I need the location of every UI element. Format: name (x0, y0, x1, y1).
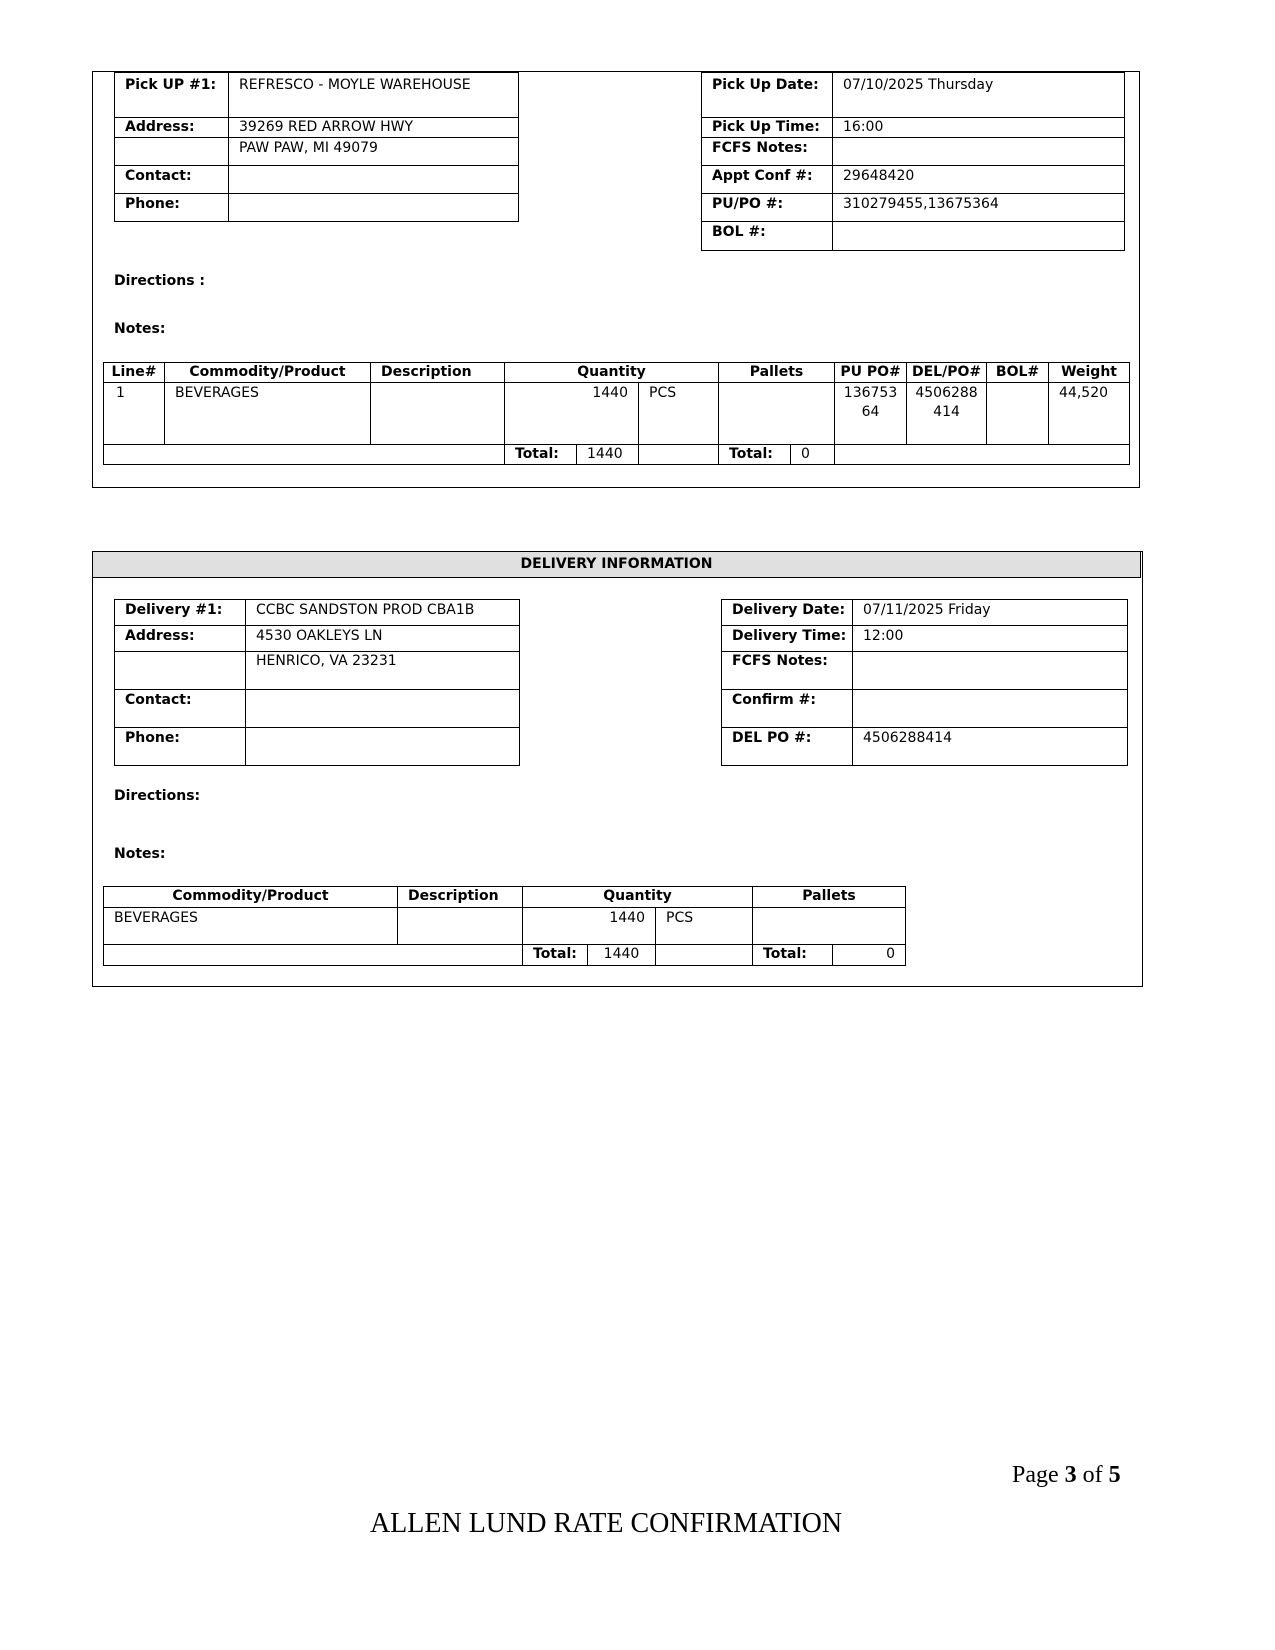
pickup-label: Pick UP #1: (115, 73, 229, 118)
line-number: 1 (104, 383, 165, 445)
total-spacer-right (835, 445, 1130, 465)
pickup-name: REFRESCO - MOYLE WAREHOUSE (229, 73, 519, 118)
confirm-label: Confirm #: (722, 690, 853, 728)
table-row (104, 383, 1130, 445)
qty-total-unit (639, 445, 719, 465)
delivery-label: Delivery #1: (115, 600, 246, 626)
del-commodity: BEVERAGES (104, 908, 398, 945)
pickup-address-line2: PAW PAW, MI 49079 (229, 138, 519, 166)
commodity: BEVERAGES (165, 383, 371, 445)
delivery-contact-label: Contact: (115, 690, 246, 728)
quantity-unit: PCS (639, 383, 719, 445)
current-page: 3 (1064, 1462, 1077, 1488)
pallets (719, 383, 835, 445)
quantity: 1440 (505, 383, 639, 445)
delivery-date-label: Delivery Date: (722, 600, 853, 626)
bol-label: BOL #: (702, 222, 833, 251)
col-pu-po: PU PO# (835, 363, 907, 383)
pickup-directions-label: Directions : (114, 273, 205, 289)
col-commodity: Commodity/Product (165, 363, 371, 383)
delivery-items-table (103, 886, 906, 966)
col-quantity: Quantity (505, 363, 719, 383)
col-del-po: DEL/PO# (907, 363, 987, 383)
contact-label: Contact: (115, 166, 229, 194)
del-description (398, 908, 523, 945)
pickup-info-table (114, 72, 519, 222)
del-total-spacer (104, 945, 523, 966)
del-pallet-total: 0 (833, 945, 906, 966)
qty-total-label: Total: (505, 445, 577, 465)
del-col-commodity: Commodity/Product (104, 887, 398, 908)
delivery-notes-label: Notes: (114, 846, 166, 862)
table-row (104, 908, 906, 945)
delivery-info-table (114, 599, 520, 766)
col-line: Line# (104, 363, 165, 383)
pu-po-numbers: 310279455,13675364 (833, 194, 1125, 222)
description (371, 383, 505, 445)
delivery-address-spacer (115, 652, 246, 690)
delivery-address-label: Address: (115, 626, 246, 652)
delivery-information-header: DELIVERY INFORMATION (92, 551, 1141, 578)
pickup-items-table (103, 362, 1130, 465)
col-weight: Weight (1049, 363, 1130, 383)
pickup-notes-label: Notes: (114, 321, 166, 337)
pickup-address-line1: 39269 RED ARROW HWY (229, 118, 519, 138)
del-po-label: DEL PO #: (722, 728, 853, 766)
delivery-directions-label: Directions: (114, 788, 201, 804)
pickup-contact (229, 166, 519, 194)
of-word: of (1082, 1462, 1103, 1488)
total-spacer (104, 445, 505, 465)
pallet-total: 0 (791, 445, 835, 465)
del-col-description: Description (398, 887, 523, 908)
qty-total: 1440 (577, 445, 639, 465)
del-po-cell (907, 383, 987, 445)
del-col-pallets: Pallets (753, 887, 906, 908)
fcfs-notes-label: FCFS Notes: (702, 138, 833, 166)
bol-cell (987, 383, 1049, 445)
delivery-phone-label: Phone: (115, 728, 246, 766)
pickup-date: 07/10/2025 Thursday (833, 73, 1125, 118)
total-pages: 5 (1108, 1462, 1121, 1488)
del-po-part1: 4506288 (915, 385, 978, 401)
col-bol: BOL# (987, 363, 1049, 383)
pickup-time: 16:00 (833, 118, 1125, 138)
del-qty-total: 1440 (588, 945, 656, 966)
del-pallet-total-label: Total: (753, 945, 833, 966)
address-spacer (115, 138, 229, 166)
del-qty-total-label: Total: (523, 945, 588, 966)
delivery-time-label: Delivery Time: (722, 626, 853, 652)
del-quantity: 1440 (523, 908, 656, 945)
appt-conf-number: 29648420 (833, 166, 1125, 194)
delivery-address-line1: 4530 OAKLEYS LN (246, 626, 520, 652)
phone-label: Phone: (115, 194, 229, 222)
del-qty-total-unit (656, 945, 753, 966)
delivery-schedule-table (721, 599, 1128, 766)
del-pallets (753, 908, 906, 945)
col-pallets: Pallets (719, 363, 835, 383)
address-label: Address: (115, 118, 229, 138)
bol-number (833, 222, 1125, 251)
delivery-date: 07/11/2025 Friday (853, 600, 1128, 626)
pickup-schedule-table (701, 72, 1125, 251)
delivery-time: 12:00 (853, 626, 1128, 652)
del-po-part2: 414 (933, 404, 960, 420)
document-title: ALLEN LUND RATE CONFIRMATION (369, 1508, 843, 1539)
confirm-number (853, 690, 1128, 728)
del-po-number: 4506288414 (853, 728, 1128, 766)
delivery-name: CCBC SANDSTON PROD CBA1B (246, 600, 520, 626)
del-quantity-unit: PCS (656, 908, 753, 945)
col-description: Description (371, 363, 505, 383)
pallet-total-label: Total: (719, 445, 791, 465)
pu-po-cell (835, 383, 907, 445)
pickup-fcfs-notes (833, 138, 1125, 166)
page-number (1012, 1462, 1121, 1489)
weight: 44,520 (1049, 383, 1130, 445)
delivery-fcfs-notes (853, 652, 1128, 690)
pickup-phone (229, 194, 519, 222)
appt-conf-label: Appt Conf #: (702, 166, 833, 194)
pickup-date-label: Pick Up Date: (702, 73, 833, 118)
delivery-contact (246, 690, 520, 728)
pu-po-part2: 64 (861, 404, 880, 420)
pu-po-label: PU/PO #: (702, 194, 833, 222)
pu-po-part1: 136753 (843, 385, 898, 401)
pickup-time-label: Pick Up Time: (702, 118, 833, 138)
page-word: Page (1012, 1462, 1059, 1488)
del-col-quantity: Quantity (523, 887, 753, 908)
delivery-address-line2: HENRICO, VA 23231 (246, 652, 520, 690)
delivery-fcfs-label: FCFS Notes: (722, 652, 853, 690)
delivery-phone (246, 728, 520, 766)
